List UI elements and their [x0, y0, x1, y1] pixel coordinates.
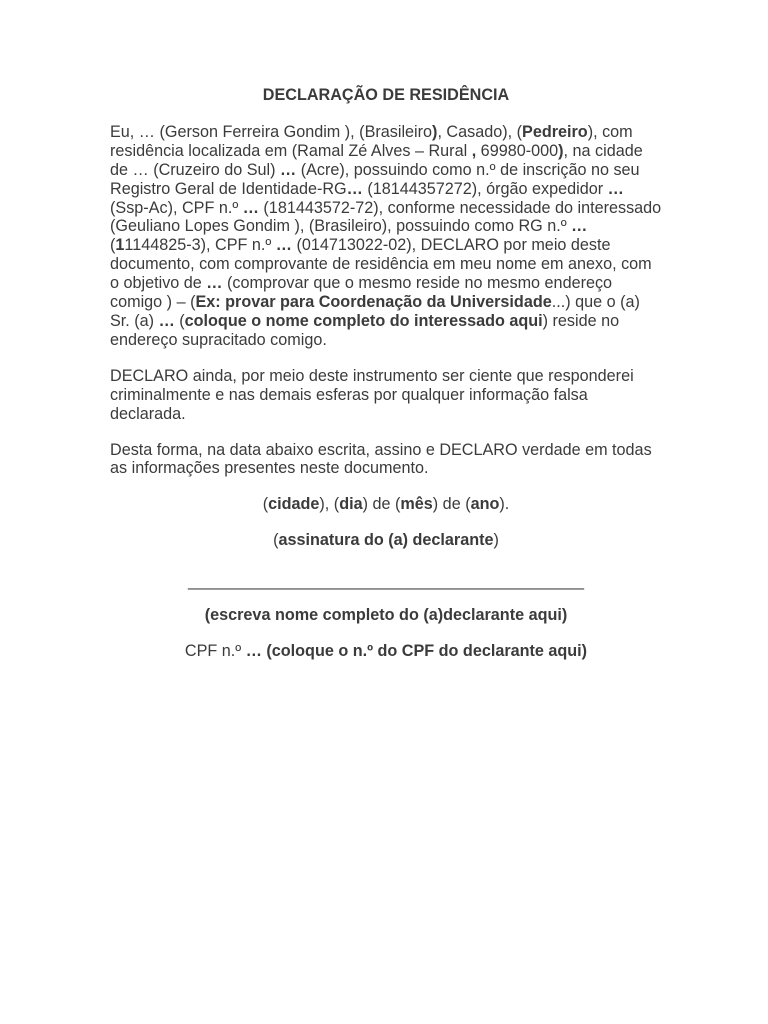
document-title: DECLARAÇÃO DE RESIDÊNCIA	[262, 86, 510, 104]
declaration-paragraph-liability: DECLARO ainda, por meio deste instrumento ser ciente que responderei criminalmente e nas demais esferas por qualquer informação falsa declarada.	[110, 366, 634, 423]
year-field: ano	[470, 495, 500, 514]
profession-field: Pedreiro	[522, 122, 588, 141]
city-field: cidade	[268, 495, 320, 514]
signature-label: (assinatura do (a) declarante)	[273, 531, 499, 550]
document-page	[110, 86, 662, 678]
declarant-name-placeholder: (escreva nome completo do (a)declarante aqui)	[204, 606, 568, 625]
interested-name-field: coloque o nome completo do interessado aqui	[184, 311, 543, 330]
cpf-placeholder: (coloque o n.º do CPF do declarante aqui)	[261, 641, 588, 660]
date-line: (cidade), (dia) de (mês) de (ano).	[262, 495, 510, 514]
cpf-line: CPF n.º … (coloque o n.º do CPF do declarante aqui)	[184, 641, 588, 660]
day-field: dia	[339, 495, 363, 514]
declaration-paragraph-closing: Desta forma, na data abaixo escrita, assino e DECLARO verdade em todas as informações presentes neste documento.	[110, 440, 652, 478]
month-field: mês	[400, 495, 433, 514]
signature-line: ____________________________________________	[187, 572, 585, 591]
purpose-field: Ex: provar para Coordenação da Universidade	[195, 293, 552, 312]
declaration-paragraph-main: Eu, … (Gerson Ferreira Gondim ), (Brasileiro), Casado), (Pedreiro), com residência localizada em (Ramal Zé Alves – Rural , 69980-000), na cidade de … (Cruzeiro do Sul) … (Acre), possuindo como n.º de inscrição no seu Registro Geral de Identidade-RG… (18144357272), órgão expedidor … (Ssp-Ac), CPF n.º … (181443572-72), conforme necessidade do interessado (Geuliano Lopes Gondim ), (Brasileiro), possuindo como RG n.º … (11144825-3), CPF n.º … (014713022-02), DECLARO por meio deste documento, com comprovante de residência em meu nome em anexo, com o objetivo de … (comprovar que o mesmo reside no mesmo endereço comigo ) – (Ex: provar para Coordenação da Universidade...) que o (a) Sr. (a) … (coloque o nome completo do interessado aqui) reside no endereço supracitado comigo.	[110, 122, 662, 349]
